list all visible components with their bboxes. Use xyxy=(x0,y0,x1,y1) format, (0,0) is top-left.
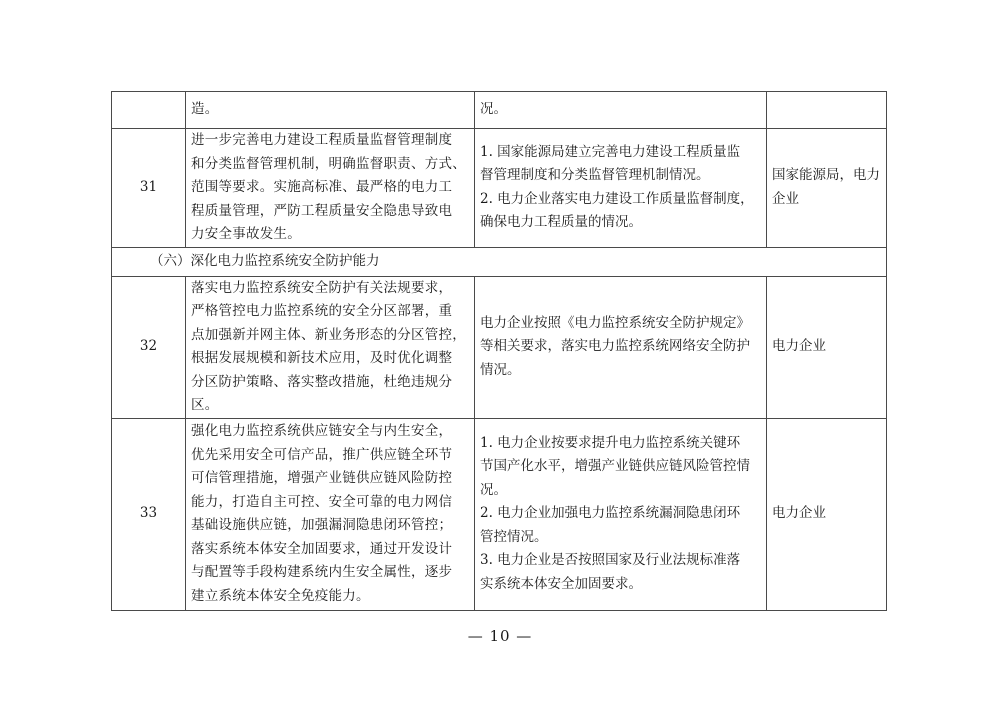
measure-line: 能力，打造自主可控、安全可靠的电力网信 xyxy=(191,493,453,510)
check-cell: 况。 xyxy=(475,92,767,129)
check-line: 确保电力工程质量的情况。 xyxy=(480,214,642,231)
measure-cell xyxy=(186,418,475,610)
section-heading-row xyxy=(112,247,887,276)
check-line: 1. 电力企业按要求提升电力监控系统关键环 xyxy=(480,434,741,451)
row-number: 33 xyxy=(112,418,186,610)
measure-line: 程质量管理，严防工程质量安全隐患导致电 xyxy=(191,202,453,219)
check-cell xyxy=(475,276,767,418)
table-row-continuation xyxy=(112,92,887,129)
check-line: 情况。 xyxy=(480,361,521,378)
owner-cell: 电力企业 xyxy=(767,418,887,610)
owner-cell xyxy=(767,92,887,129)
row-number: 32 xyxy=(112,276,186,418)
check-line: 2. 电力企业加强电力监控系统漏洞隐患闭环 xyxy=(480,505,741,522)
table-row-32 xyxy=(112,276,887,418)
measure-line: 和分类监督管理机制，明确监督职责、方式、 xyxy=(191,155,466,172)
measure-line: 范围等要求。实施高标准、最严格的电力工 xyxy=(191,179,453,195)
measure-line: 严格管控电力监控系统的安全分区部署，重 xyxy=(191,303,453,319)
check-line: 电力企业按照《电力监控系统安全防护规定》 xyxy=(480,314,750,331)
check-line: 况。 xyxy=(480,481,507,498)
check-cell xyxy=(475,418,767,610)
measure-line: 力安全事故发生。 xyxy=(191,226,301,242)
measure-line: 可信管理措施，增强产业链供应链风险防控 xyxy=(191,470,453,486)
check-line: 节国产化水平，增强产业链供应链风险管控情 xyxy=(480,458,750,475)
measure-line: 落实电力监控系统安全防护有关法规要求， xyxy=(191,279,453,296)
check-line: 1. 国家能源局建立完善电力建设工程质量监 xyxy=(480,143,741,160)
check-line: 管控情况。 xyxy=(480,528,548,545)
measure-line: 基础设施供应链，加强漏洞隐患闭环管控； xyxy=(191,517,453,533)
measure-line: 点加强新并网主体、新业务形态的分区管控， xyxy=(191,326,466,343)
owner-cell: 电力企业 xyxy=(767,276,887,418)
row-number xyxy=(112,92,186,129)
measure-line: 强化电力监控系统供应链安全与内生安全， xyxy=(191,423,453,439)
measure-line: 区。 xyxy=(191,397,219,413)
measure-line: 根据发展规模和新技术应用，及时优化调整 xyxy=(191,350,453,366)
check-line: 3. 电力企业是否按照国家及行业法规标准落 xyxy=(480,552,741,569)
table-row-33 xyxy=(112,418,887,610)
check-line: 等相关要求，落实电力监控系统网络安全防护 xyxy=(480,338,750,355)
requirements-table xyxy=(111,91,887,611)
measure-line: 落实系统本体安全加固要求，通过开发设计 xyxy=(191,540,453,557)
measure-cell xyxy=(186,129,475,248)
measure-cell: 造。 xyxy=(186,92,475,129)
measure-line: 建立系统本体安全免疫能力。 xyxy=(191,587,370,604)
row-number: 31 xyxy=(112,129,186,248)
owner-cell: 国家能源局，电力企业 xyxy=(767,129,887,248)
check-line: 督管理制度和分类监督管理机制情况。 xyxy=(480,167,710,184)
measure-line: 优先采用安全可信产品，推广供应链全环节 xyxy=(191,446,453,463)
measure-cell xyxy=(186,276,475,418)
check-line: 实系统本体安全加固要求。 xyxy=(480,575,642,592)
page-number: — 10 — xyxy=(467,627,533,645)
section-heading: （六）深化电力监控系统安全防护能力 xyxy=(112,247,887,276)
measure-line: 进一步完善电力建设工程质量监督管理制度 xyxy=(191,132,453,148)
measure-line: 分区防护策略、落实整改措施，杜绝违规分 xyxy=(191,373,453,390)
check-line: 2. 电力企业落实电力建设工作质量监督制度， xyxy=(480,190,754,207)
table-row-31 xyxy=(112,129,887,248)
measure-line: 与配置等手段构建系统内生安全属性，逐步 xyxy=(191,564,453,580)
check-cell xyxy=(475,129,767,248)
